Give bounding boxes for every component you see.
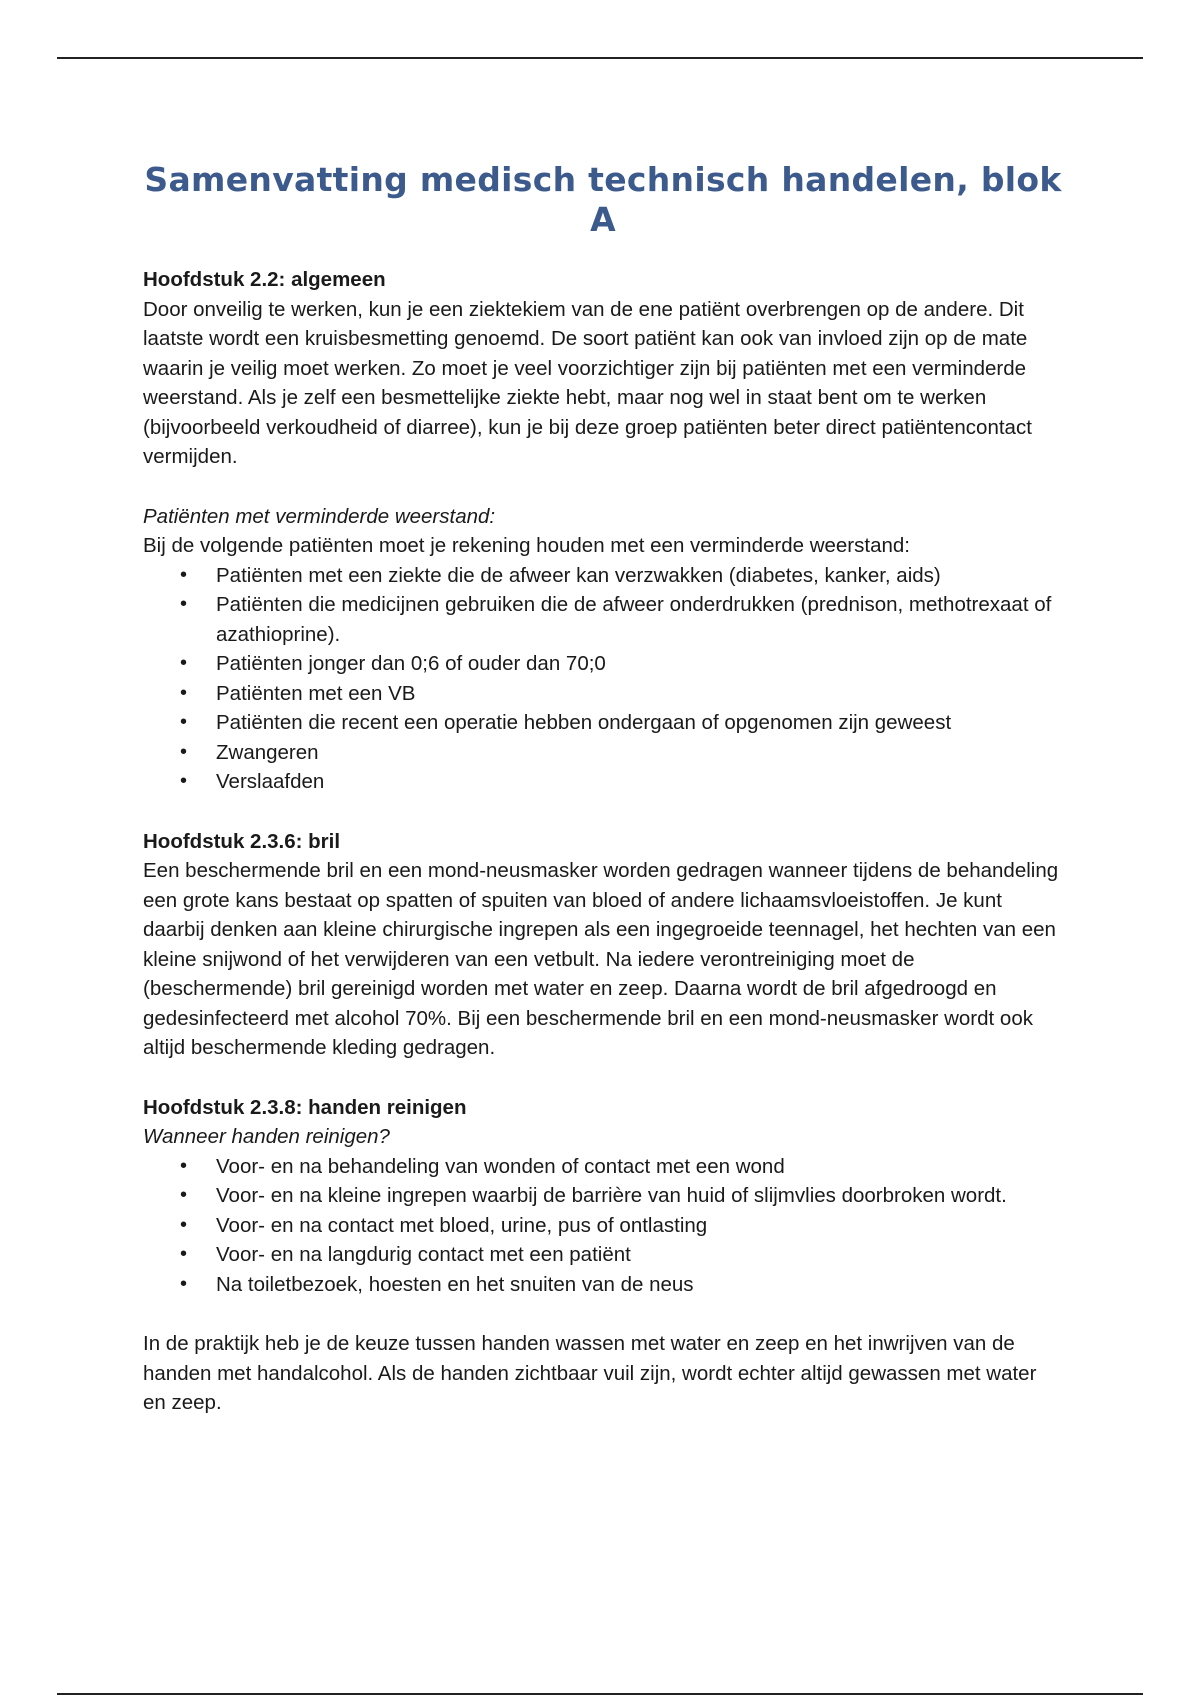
- section-heading: Hoofdstuk 2.3.8: handen reinigen: [143, 1095, 467, 1119]
- list-item: • Voor- en na langdurig contact met een patiënt: [143, 1240, 1063, 1270]
- bullet-list: [143, 561, 1063, 797]
- list-item: • Patiënten met een VB: [143, 679, 1063, 709]
- bullet-icon: •: [180, 652, 188, 675]
- list-item: • Na toiletbezoek, hoesten en het snuiten van de neus: [143, 1270, 1063, 1300]
- bullet-icon: •: [180, 681, 188, 704]
- bullet-icon: •: [180, 1243, 188, 1266]
- section-heading: Hoofdstuk 2.3.6: bril: [143, 829, 341, 853]
- bullet-icon: •: [180, 563, 188, 586]
- document-title: Samenvatting medisch technisch handelen, blok A: [144, 160, 1062, 239]
- bullet-icon: •: [180, 770, 188, 793]
- bullet-icon: •: [180, 593, 188, 616]
- bottom-rule: [57, 1693, 1143, 1695]
- bullet-icon: •: [180, 740, 188, 763]
- document-page: [143, 160, 1063, 1418]
- section-algemeen: [143, 265, 1063, 797]
- section-bril: [143, 827, 1063, 1063]
- list-item: • Patiënten die recent een operatie hebben ondergaan of opgenomen zijn geweest: [143, 708, 1063, 738]
- list-item: • Verslaafden: [143, 767, 1063, 797]
- list-item: • Voor- en na behandeling van wonden of contact met een wond: [143, 1152, 1063, 1182]
- section-paragraph: In de praktijk heb je de keuze tussen handen wassen met water en zeep en het inwrijven van de handen met handalcohol. Als de handen zichtbaar vuil zijn, wordt echter altijd gewassen met water en zeep.: [143, 1332, 1037, 1415]
- section-paragraph: Door onveilig te werken, kun je een ziektekiem van de ene patiënt overbrengen op de andere. Dit laatste wordt een kruisbesmetting genoemd. De soort patiënt kan ook van invloed zijn op de mate waarin je veilig moet werken. Zo moet je veel voorzichtiger zijn bij patiënten met een verminderde weerstand. Als je zelf een besmettelijke ziekte hebt, maar nog wel in staat bent om te werken (bijvoorbeeld verkoudheid of diarree), kun je bij deze groep patiënten beter direct patiëntencontact vermijden.: [143, 297, 1032, 469]
- list-item: • Zwangeren: [143, 738, 1063, 768]
- section-handen-reinigen: [143, 1093, 1063, 1418]
- list-item: • Patiënten met een ziekte die de afweer kan verzwakken (diabetes, kanker, aids): [143, 561, 1063, 591]
- list-item: • Patiënten jonger dan 0;6 of ouder dan 70;0: [143, 649, 1063, 679]
- list-item: • Patiënten die medicijnen gebruiken die de afweer onderdrukken (prednison, methotrexaat of azathioprine).: [143, 590, 1063, 649]
- bullet-icon: •: [180, 1154, 188, 1177]
- section-subheading: Patiënten met verminderde weerstand:: [143, 504, 496, 528]
- list-item: • Voor- en na kleine ingrepen waarbij de barrière van huid of slijmvlies doorbroken wordt.: [143, 1181, 1063, 1211]
- bullet-icon: •: [180, 1272, 188, 1295]
- section-heading: Hoofdstuk 2.2: algemeen: [143, 268, 386, 292]
- section-subheading: Wanneer handen reinigen?: [143, 1125, 390, 1149]
- bullet-icon: •: [180, 711, 188, 734]
- bullet-icon: •: [180, 1184, 188, 1207]
- bullet-icon: •: [180, 1213, 188, 1236]
- list-item: • Voor- en na contact met bloed, urine, pus of ontlasting: [143, 1211, 1063, 1241]
- bullet-list: [143, 1152, 1063, 1300]
- top-rule: [57, 57, 1143, 59]
- section-paragraph: Een beschermende bril en een mond-neusmasker worden gedragen wanneer tijdens de behandeling een grote kans bestaat op spatten of spuiten van bloed of andere lichaamsvloeistoffen. Je kunt daarbij denken aan kleine chirurgische ingrepen als een ingegroeide teennagel, het hechten van een kleine snijwond of het verwijderen van een vetbult. Na iedere verontreiniging moet de (beschermende) bril gereinigd worden met water en zeep. Daarna wordt de bril afgedroogd en gedesinfecteerd met alcohol 70%. Bij een beschermende bril en een mond-neusmasker wordt ook altijd beschermende kleding gedragen.: [143, 859, 1059, 1060]
- list-intro: Bij de volgende patiënten moet je rekening houden met een verminderde weerstand:: [143, 534, 910, 558]
